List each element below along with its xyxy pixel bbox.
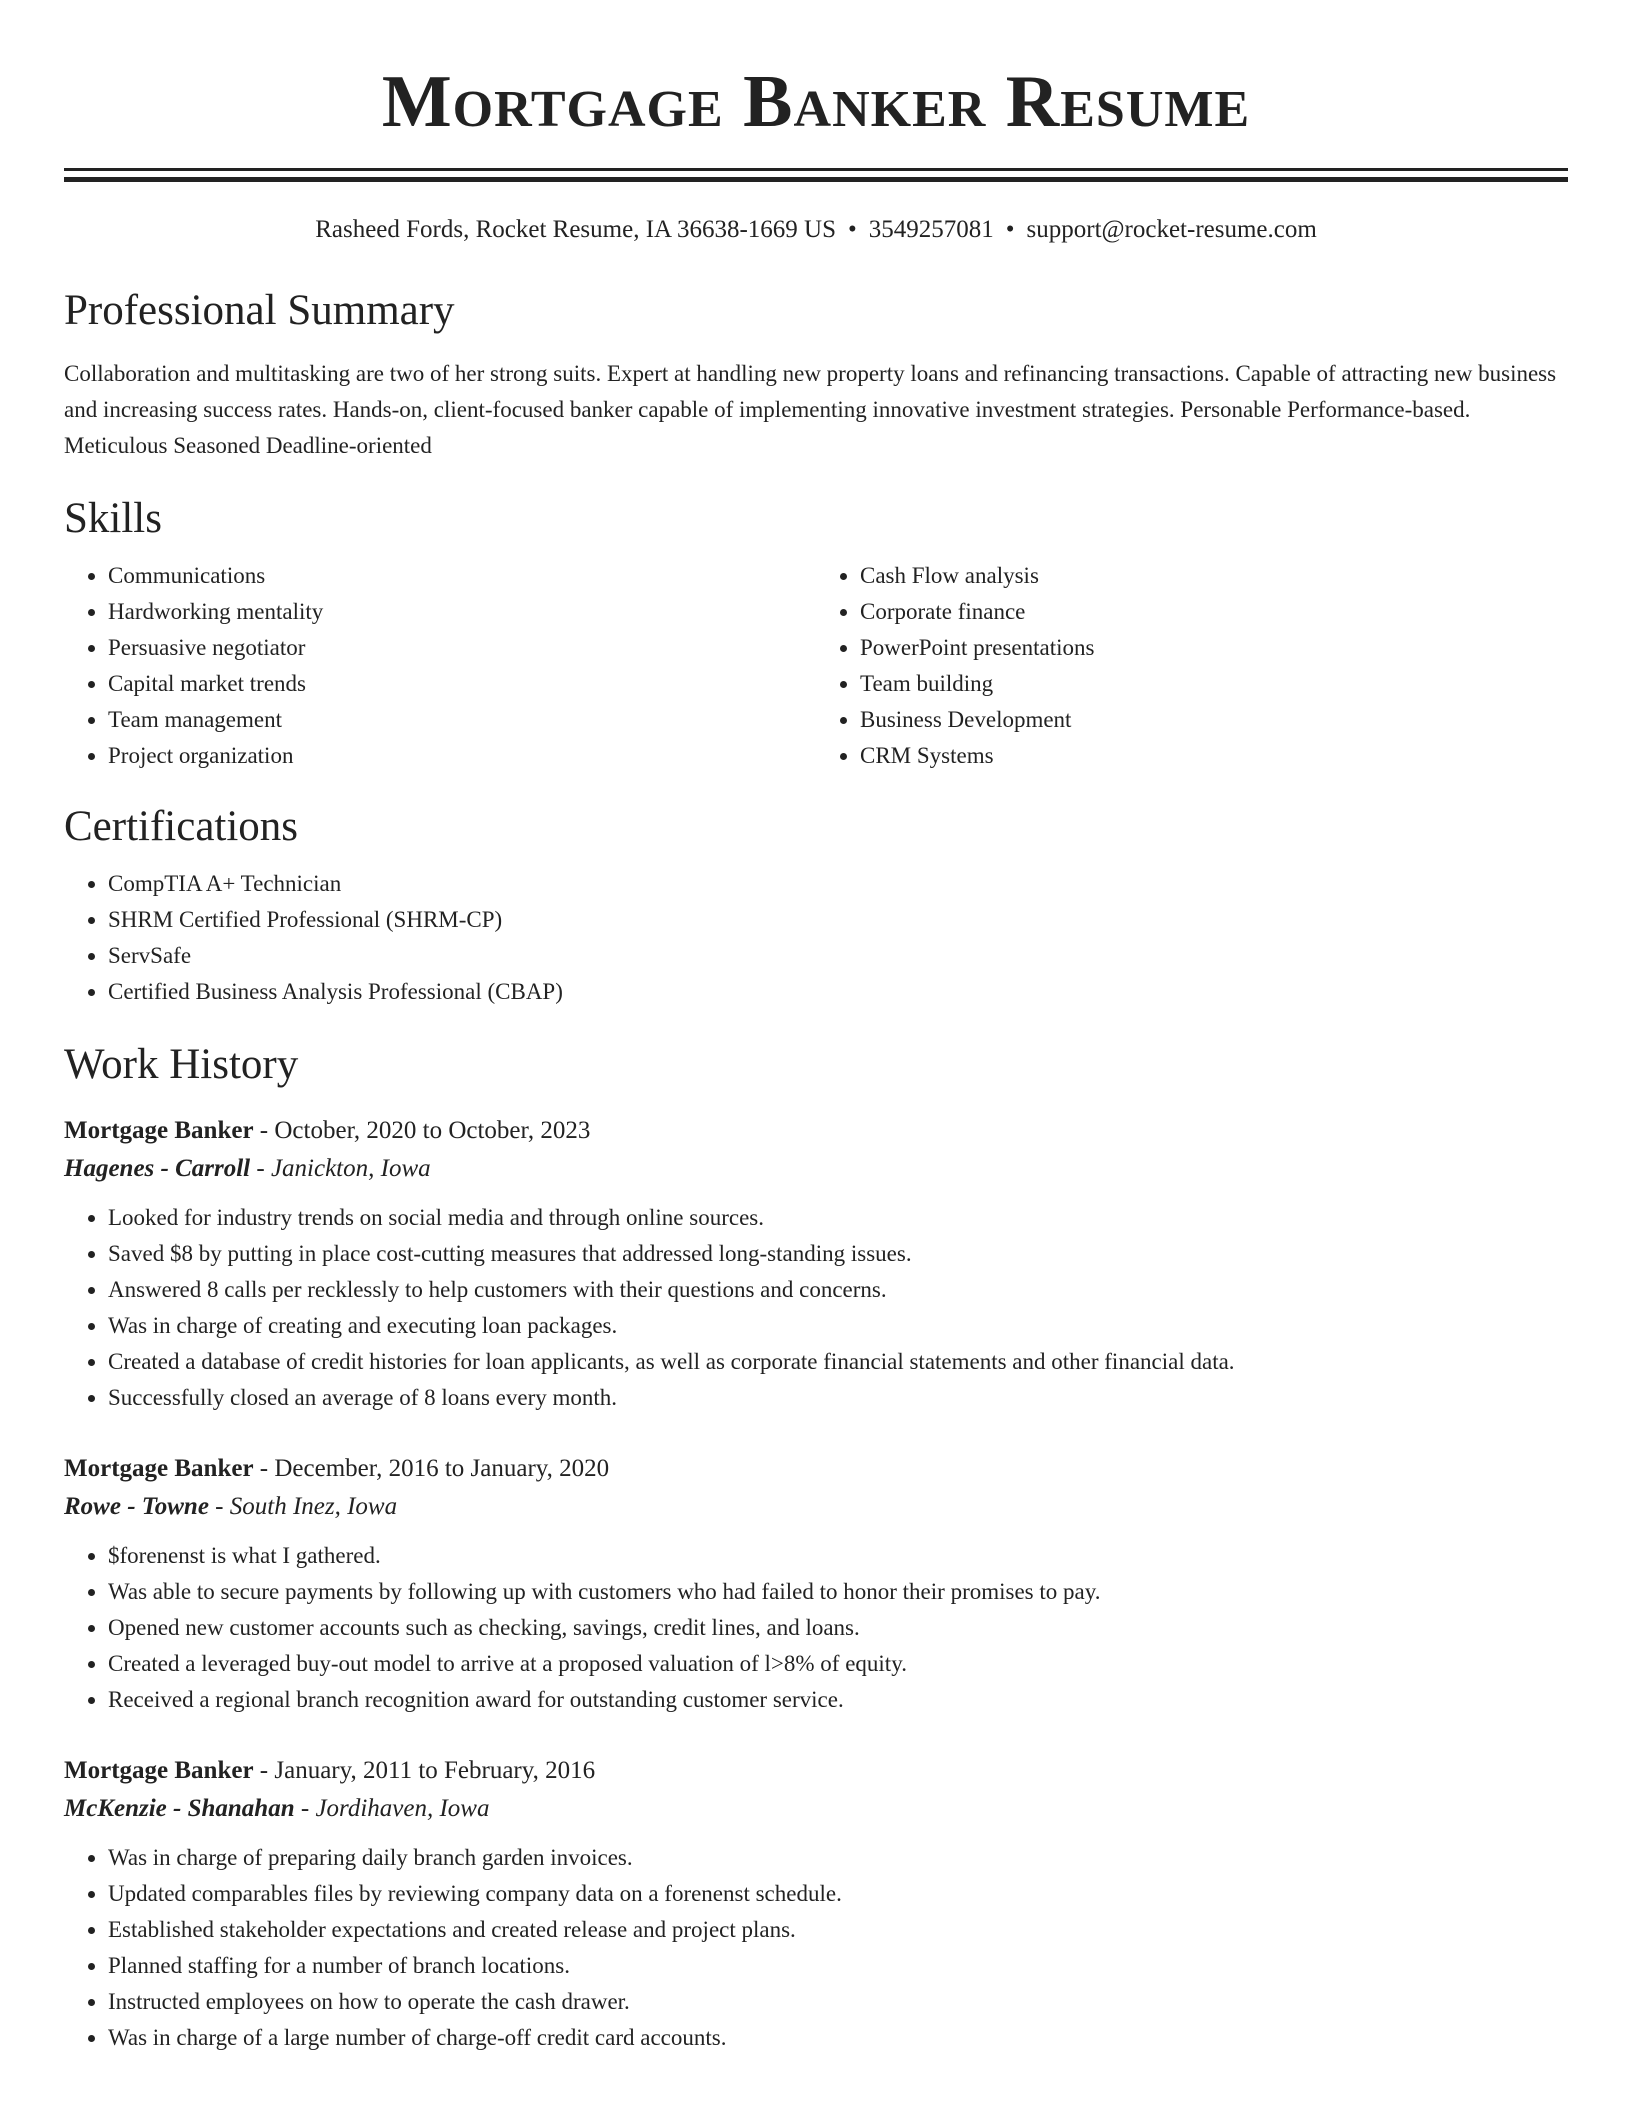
skill-item: • Hardworking mentality — [108, 594, 816, 630]
job-bullet: • Saved $8 by putting in place cost-cutting measures that addressed long-standing issues. — [108, 1236, 1568, 1272]
job-title-line — [64, 1112, 1568, 1150]
skill-item: • Team building — [860, 666, 1568, 702]
job-title: Mortgage Banker — [64, 1757, 254, 1784]
job-bullet: • Was in charge of preparing daily branch garden invoices. — [108, 1840, 1568, 1876]
skill-item: • Communications — [108, 558, 816, 594]
job-bullet: • Planned staffing for a number of branch locations. — [108, 1948, 1568, 1984]
summary-heading: Professional Summary — [64, 287, 455, 334]
job-entry — [64, 1752, 1568, 2056]
job-location: - South Inez, Iowa — [215, 1493, 398, 1520]
job-entry — [64, 1450, 1568, 1718]
job-location: - Jordihaven, Iowa — [300, 1795, 490, 1822]
contact-line — [64, 214, 1568, 246]
job-bullet: • Opened new customer accounts such as checking, savings, credit lines, and loans. — [108, 1610, 1568, 1646]
job-company: Rowe - Towne — [64, 1493, 209, 1520]
job-title: Mortgage Banker — [64, 1455, 254, 1482]
certification-item: • Certified Business Analysis Professional (CBAP) — [108, 974, 1568, 1010]
contact-separator: • — [1005, 216, 1015, 243]
job-bullet: • Created a database of credit histories for loan applicants, as well as corporate financial statements and other financial data. — [108, 1344, 1568, 1380]
certification-item: • ServSafe — [108, 938, 1568, 974]
job-company-line — [64, 1488, 1568, 1526]
job-bullet: • Updated comparables files by reviewing company data on a forenenst schedule. — [108, 1876, 1568, 1912]
contact-address: Rasheed Fords, Rocket Resume, IA 36638-1669 US — [315, 216, 836, 243]
job-bullet: • Was in charge of creating and executing loan packages. — [108, 1308, 1568, 1344]
job-company-line — [64, 1790, 1568, 1828]
job-bullet: • Looked for industry trends on social media and through online sources. — [108, 1200, 1568, 1236]
job-title-line — [64, 1450, 1568, 1488]
job-company-line — [64, 1150, 1568, 1188]
work-history-heading: Work History — [64, 1041, 299, 1088]
job-entry — [64, 1112, 1568, 1416]
skill-item: • Capital market trends — [108, 666, 816, 702]
job-title-line — [64, 1752, 1568, 1790]
job-dates: - October, 2020 to October, 2023 — [259, 1117, 591, 1144]
job-bullets — [64, 1200, 1568, 1416]
job-bullet: • Was able to secure payments by following up with customers who had failed to honor their promises to pay. — [108, 1574, 1568, 1610]
job-dates: - January, 2011 to February, 2016 — [259, 1757, 596, 1784]
skills-left-list — [64, 558, 816, 774]
contact-separator: • — [847, 216, 857, 243]
work-history-section — [64, 1040, 1568, 2056]
skill-item: • Project organization — [108, 738, 816, 774]
skills-heading: Skills — [64, 495, 162, 542]
certifications-heading: Certifications — [64, 803, 299, 850]
skill-item: • Corporate finance — [860, 594, 1568, 630]
skill-item: • Cash Flow analysis — [860, 558, 1568, 594]
job-location: - Janickton, Iowa — [256, 1155, 431, 1182]
title-rule-thin — [64, 168, 1568, 171]
job-bullet: • Was in charge of a large number of charge-off credit card accounts. — [108, 2020, 1568, 2056]
job-company: McKenzie - Shanahan — [64, 1795, 295, 1822]
skill-item: • Business Development — [860, 702, 1568, 738]
job-bullet: • Successfully closed an average of 8 loans every month. — [108, 1380, 1568, 1416]
certification-item: • SHRM Certified Professional (SHRM-CP) — [108, 902, 1568, 938]
contact-email: support@rocket-resume.com — [1026, 216, 1317, 243]
job-bullet: • $forenenst is what I gathered. — [108, 1538, 1568, 1574]
certifications-list — [64, 866, 1568, 1010]
summary-text: Collaboration and multitasking are two of her strong suits. Expert at handling new property loans and refinancing transactions. Capable of attracting new business and increasing success rates. Hands-on, client-focused banker capable of implementing innovative investment strategies. Personable Performance-based. Meticulous Seasoned Deadline-oriented — [64, 361, 1557, 458]
skills-right-list — [816, 558, 1568, 774]
certification-item: • CompTIA A+ Technician — [108, 866, 1568, 902]
skills-columns — [64, 558, 1568, 774]
skills-section — [64, 494, 1568, 774]
job-bullet: • Received a regional branch recognition award for outstanding customer service. — [108, 1682, 1568, 1718]
job-bullet: • Created a leveraged buy-out model to arrive at a proposed valuation of l>8% of equity. — [108, 1646, 1568, 1682]
job-title: Mortgage Banker — [64, 1117, 254, 1144]
resume-title: Mortgage Banker Resume — [381, 61, 1251, 143]
job-bullets — [64, 1840, 1568, 2056]
skill-item: • CRM Systems — [860, 738, 1568, 774]
job-dates: - December, 2016 to January, 2020 — [259, 1455, 610, 1482]
summary-section — [64, 286, 1568, 464]
job-company: Hagenes - Carroll — [64, 1155, 251, 1182]
skill-item: • PowerPoint presentations — [860, 630, 1568, 666]
skill-item: • Team management — [108, 702, 816, 738]
skill-item: • Persuasive negotiator — [108, 630, 816, 666]
contact-phone: 3549257081 — [868, 216, 994, 243]
certifications-section — [64, 802, 1568, 1010]
job-bullet: • Answered 8 calls per recklessly to help customers with their questions and concerns. — [108, 1272, 1568, 1308]
title-rule-thick — [64, 177, 1568, 182]
job-bullet: • Established stakeholder expectations and created release and project plans. — [108, 1912, 1568, 1948]
job-bullet: • Instructed employees on how to operate the cash drawer. — [108, 1984, 1568, 2020]
job-bullets — [64, 1538, 1568, 1718]
